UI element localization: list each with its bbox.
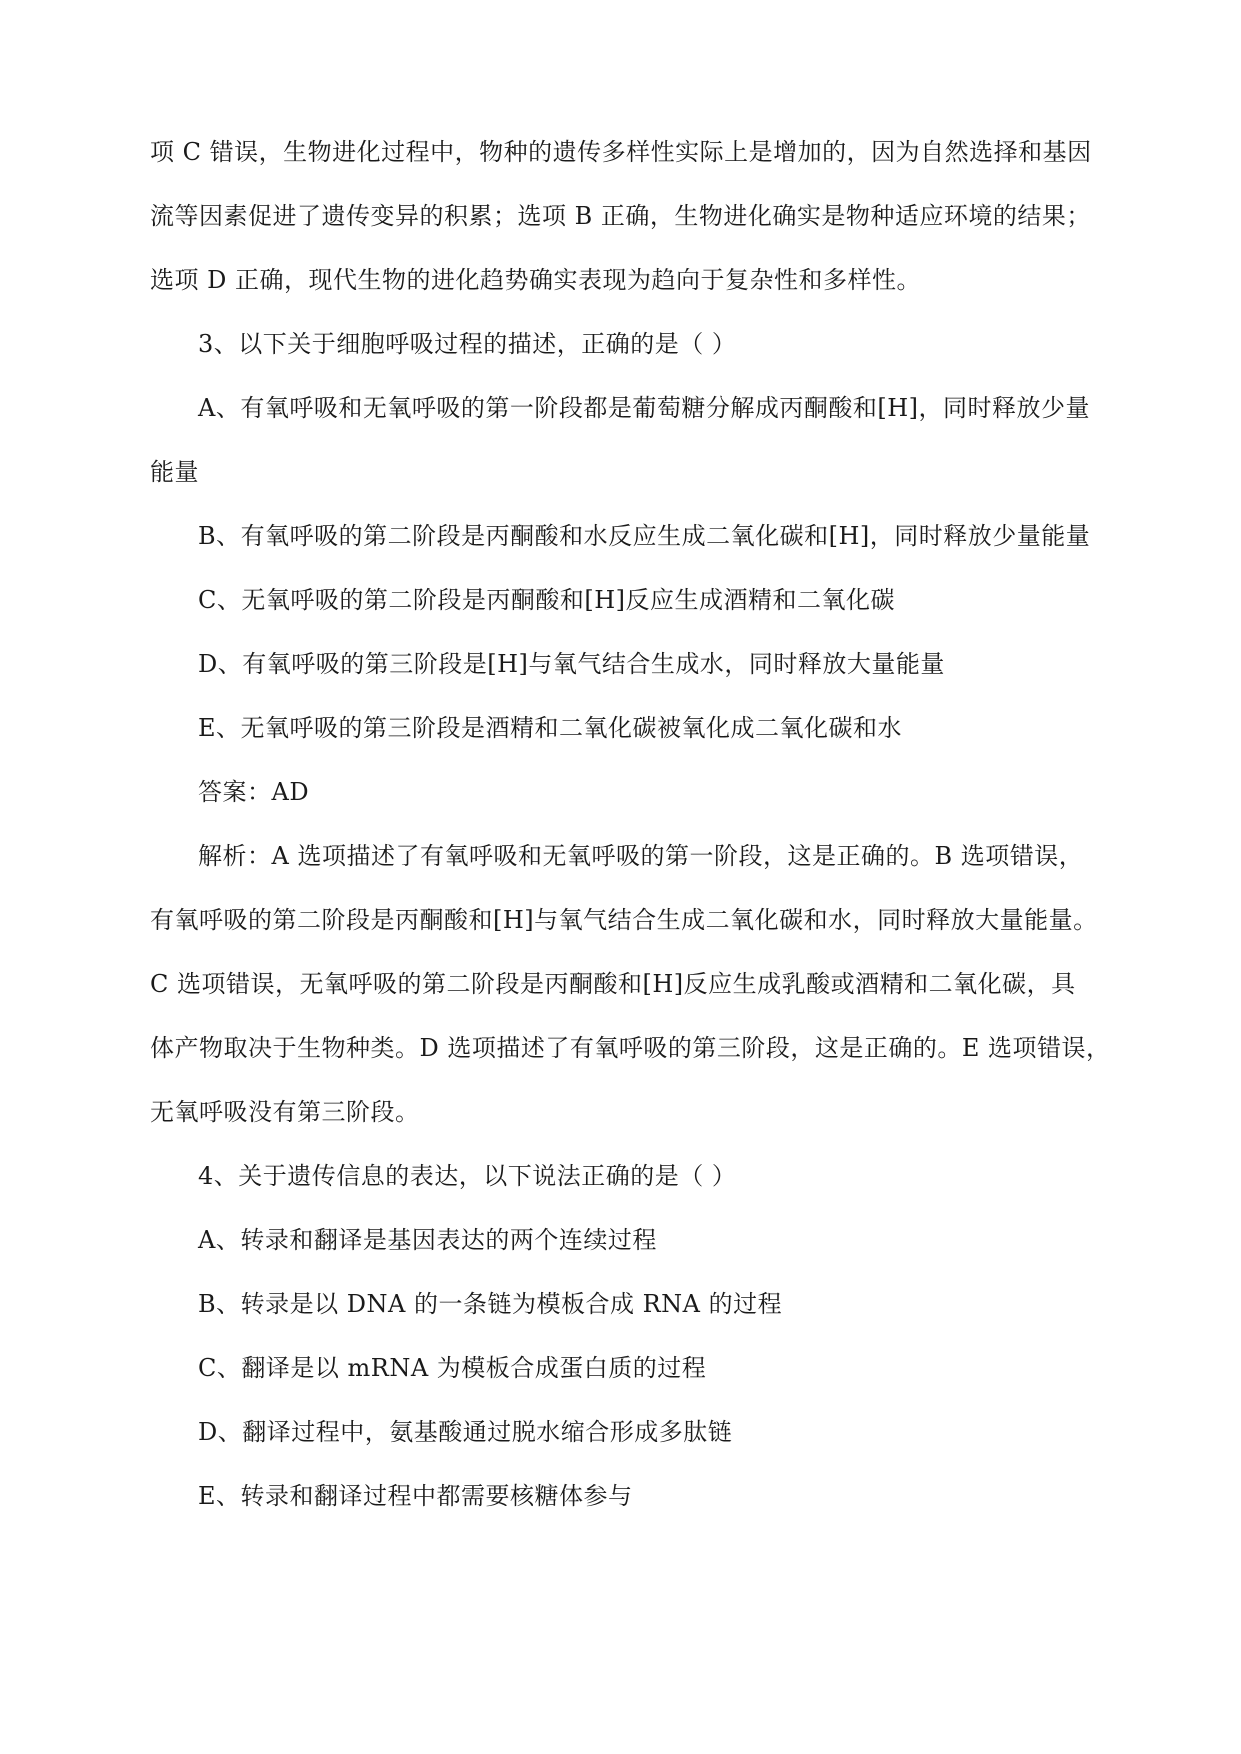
question-3-stem: 3、以下关于细胞呼吸过程的描述，正确的是（ ） bbox=[198, 330, 737, 358]
question-3-option-c: C、无氧呼吸的第二阶段是丙酮酸和[H]反应生成酒精和二氧化碳 bbox=[198, 586, 896, 614]
text-line: 无氧呼吸没有第三阶段。 bbox=[150, 1098, 420, 1126]
question-3-option-e: E、无氧呼吸的第三阶段是酒精和二氧化碳被氧化成二氧化碳和水 bbox=[198, 714, 903, 742]
question-4-option-d: D、翻译过程中，氨基酸通过脱水缩合形成多肽链 bbox=[198, 1418, 733, 1446]
question-3-option-a: A、有氧呼吸和无氧呼吸的第一阶段都是葡萄糖分解成丙酮酸和[H]，同时释放少量 bbox=[198, 394, 1090, 422]
text-line: 体产物取决于生物种类。D 选项描述了有氧呼吸的第三阶段，这是正确的。E 选项错误， bbox=[150, 1034, 1111, 1062]
text-line: 流等因素促进了遗传变异的积累；选项 B 正确，生物进化确实是物种适应环境的结果； bbox=[150, 202, 1091, 230]
question-3-option-b: B、有氧呼吸的第二阶段是丙酮酸和水反应生成二氧化碳和[H]，同时释放少量能量 bbox=[198, 522, 1091, 550]
text-line: 项 C 错误，生物进化过程中，物种的遗传多样性实际上是增加的，因为自然选择和基因 bbox=[150, 138, 1092, 166]
text-line: C 选项错误，无氧呼吸的第二阶段是丙酮酸和[H]反应生成乳酸或酒精和二氧化碳，具 bbox=[150, 970, 1076, 998]
question-4-option-c: C、翻译是以 mRNA 为模板合成蛋白质的过程 bbox=[198, 1354, 707, 1382]
text-line: 有氧呼吸的第二阶段是丙酮酸和[H]与氧气结合生成二氧化碳和水，同时释放大量能量。 bbox=[150, 906, 1098, 934]
question-4-option-a: A、转录和翻译是基因表达的两个连续过程 bbox=[198, 1226, 657, 1254]
question-3-answer: 答案：AD bbox=[198, 778, 310, 806]
question-3-option-a-continued: 能量 bbox=[150, 458, 199, 486]
text-line: 选项 D 正确，现代生物的进化趋势确实表现为趋向于复杂性和多样性。 bbox=[150, 266, 921, 294]
question-4-option-e: E、转录和翻译过程中都需要核糖体参与 bbox=[198, 1482, 633, 1510]
question-4-option-b: B、转录是以 DNA 的一条链为模板合成 RNA 的过程 bbox=[198, 1290, 783, 1318]
question-3-explanation: 解析：A 选项描述了有氧呼吸和无氧呼吸的第一阶段，这是正确的。B 选项错误， bbox=[198, 842, 1084, 870]
question-3-option-d: D、有氧呼吸的第三阶段是[H]与氧气结合生成水，同时释放大量能量 bbox=[198, 650, 945, 678]
question-4-stem: 4、关于遗传信息的表达，以下说法正确的是（ ） bbox=[198, 1162, 737, 1190]
